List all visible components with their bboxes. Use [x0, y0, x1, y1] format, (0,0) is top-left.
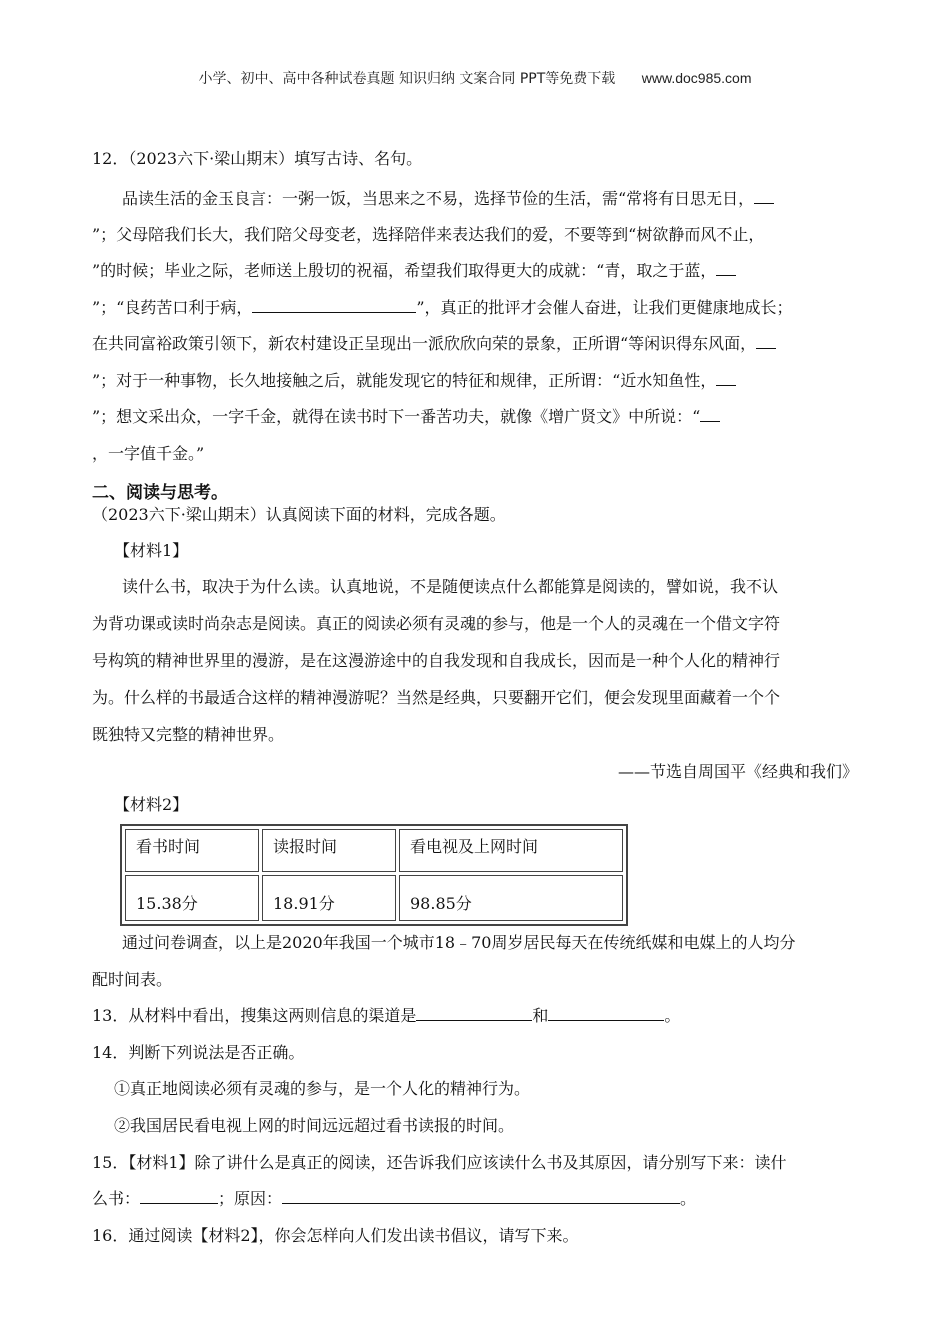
blank[interactable]	[252, 298, 416, 313]
blank[interactable]	[548, 1006, 664, 1021]
q16-text: 16．通过阅读【材料2】，你会怎样向人们发出读书倡议，请写下来。	[92, 1226, 579, 1245]
table-cell: 98.85分	[399, 875, 623, 921]
q15-line1: 15．【材料1】除了讲什么是真正的阅读，还告诉我们应该读什么书及其原因，请分别写下来：读什	[92, 1153, 787, 1172]
table-header-cell: 看书时间	[125, 829, 259, 872]
q12-line8: ，一字值千金。”	[92, 444, 205, 463]
table-header-cell: 读报时间	[262, 829, 396, 872]
material1-p1: 读什么书，取决于为什么读。认真地说，不是随便读点什么都能算是阅读的，譬如说，我不认	[122, 577, 779, 596]
section2-intro: （2023六下·梁山期末）认真阅读下面的材料，完成各题。	[92, 505, 506, 524]
material1-p2: 为背功课或读时尚杂志是阅读。真正的阅读必须有灵魂的参与，他是一个人的灵魂在一个借文字符	[92, 614, 781, 633]
table-cell: 18.91分	[262, 875, 396, 921]
header-site: www.doc985.com	[641, 70, 752, 86]
material1-source: ——节选自周国平《经典和我们》	[617, 762, 858, 781]
table-row	[125, 875, 623, 921]
q12-line6: ”；对于一种事物，长久地接触之后，就能发现它的特征和规律，正所谓：“近水知鱼性，	[92, 368, 736, 391]
material1-p5: 既独特又完整的精神世界。	[92, 725, 285, 744]
blank[interactable]	[140, 1189, 218, 1204]
blank[interactable]	[282, 1189, 680, 1204]
material2-note2: 配时间表。	[92, 970, 173, 989]
q12-line3: ”的时候；毕业之际，老师送上殷切的祝福，希望我们取得更大的成就：“青，取之于蓝，	[92, 258, 736, 281]
blank[interactable]	[756, 334, 776, 349]
q12-line5: 在共同富裕政策引领下，新农村建设正呈现出一派欣欣向荣的景象，正所谓“等闲识得东风面，	[92, 331, 776, 354]
blank[interactable]	[700, 407, 720, 422]
q14-statement1: ①真正地阅读必须有灵魂的参与，是一个人化的精神行为。	[114, 1079, 531, 1098]
material2-note1: 通过问卷调查，以上是2020年我国一个城市18﹣70周岁居民每天在传统纸媒和电媒上的人均分	[122, 933, 796, 952]
section2-heading: 二、阅读与思考。	[92, 483, 228, 503]
q14-statement2: ②我国居民看电视上网的时间远远超过看书读报的时间。	[114, 1116, 515, 1135]
q12-line2: ”；父母陪我们长大，我们陪父母变老，选择陪伴来表达我们的爱，不要等到“树欲静而风不止，	[92, 225, 765, 244]
q12-line1: 品读生活的金玉良言：一粥一饭，当思来之不易，选择节俭的生活，需“常将有日思无日，	[122, 186, 774, 209]
material1-p3: 号构筑的精神世界里的漫游，是在这漫游途中的自我发现和自我成长，因而是一种个人化的精神行	[92, 651, 781, 670]
q12-line7: ”；想文采出众，一字千金，就得在读书时下一番苦功夫，就像《增广贤文》中所说：“	[92, 404, 720, 427]
q12-title: 12．（2023六下·梁山期末）填写古诗、名句。	[92, 149, 423, 168]
reading-time-table	[120, 824, 628, 926]
material1-p4: 为。什么样的书最适合这样的精神漫游呢？当然是经典，只要翻开它们，便会发现里面藏着一个个	[92, 688, 781, 707]
q14-title: 14．判断下列说法是否正确。	[92, 1043, 305, 1062]
header-text: 小学、初中、高中各种试卷真题 知识归纳 文案合同 PPT等免费下载	[198, 71, 616, 87]
page-header	[0, 68, 950, 88]
blank[interactable]	[754, 189, 774, 204]
q13-line: 13．从材料中看出，搜集这两则信息的渠道是 和 。	[92, 1006, 681, 1025]
table-header-row	[125, 829, 623, 872]
blank[interactable]	[416, 1006, 532, 1021]
q15-line2: 么书： ；原因： 。	[92, 1189, 697, 1208]
q12-line4: ”；“良药苦口利于病， ”，真正的批评才会催人奋进，让我们更健康地成长；	[92, 298, 793, 317]
blank[interactable]	[716, 371, 736, 386]
table-cell: 15.38分	[125, 875, 259, 921]
material1-label: 【材料1】	[114, 541, 189, 560]
blank[interactable]	[716, 261, 736, 276]
material2-label: 【材料2】	[114, 795, 189, 814]
table-header-cell: 看电视及上网时间	[399, 829, 623, 872]
